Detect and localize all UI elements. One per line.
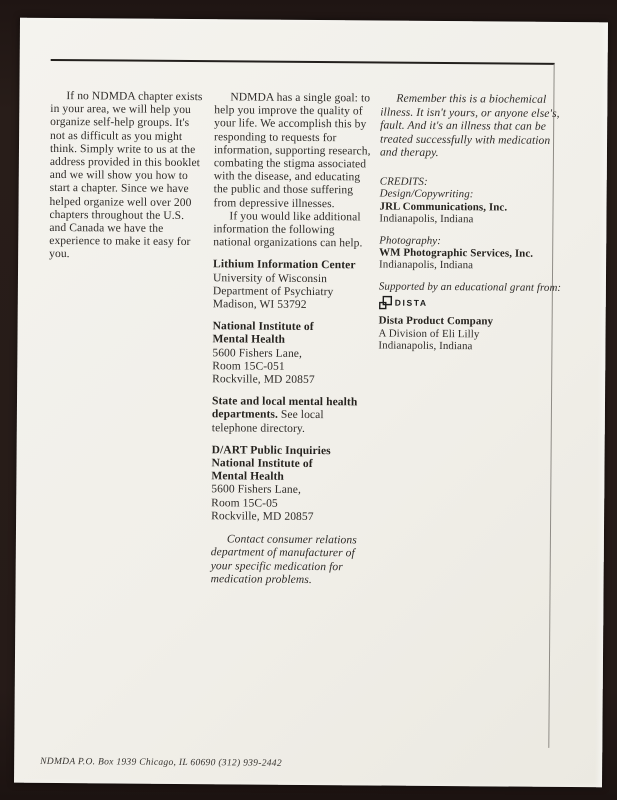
org-name: Lithium Information Center xyxy=(213,258,356,272)
org-address-line: Room 15C-051 xyxy=(212,360,285,373)
credits-heading: CREDITS: xyxy=(379,175,428,188)
photography-credit-label: Photography: xyxy=(379,234,442,247)
org-name: National Institute of xyxy=(211,457,313,471)
photography-credit-city: Indianapolis, Indiana xyxy=(379,258,474,272)
grant-credit xyxy=(378,280,563,353)
credits-section xyxy=(378,176,563,354)
design-credit-name: JRL Communications, Inc. xyxy=(379,200,508,214)
additional-info-paragraph: If you would like additional information the following national organizations can help. xyxy=(213,210,363,250)
middle-column xyxy=(211,91,373,587)
dista-division: A Division of Eli Lilly xyxy=(378,327,480,340)
org-mixed-line xyxy=(212,395,370,436)
org-address-line: Room 15C-05 xyxy=(211,496,278,510)
org-address-line: Rockville, MD 20857 xyxy=(212,373,315,387)
dista-city: Indianapolis, Indiana xyxy=(378,339,473,353)
org-address-line: Department of Psychiatry xyxy=(212,285,334,299)
dista-logo-icon xyxy=(379,296,393,310)
dista-company-name: Dista Product Company xyxy=(378,314,494,328)
left-column xyxy=(49,90,204,263)
org-dart-public-inquiries xyxy=(211,444,370,524)
org-address-line: 5600 Fishers Lane, xyxy=(211,483,301,497)
footer-address: NDMDA P.O. Box 1939 Chicago, IL 60690 (312) 939-2442 xyxy=(40,756,282,769)
org-national-institute-mental-health xyxy=(212,320,371,387)
org-lithium-information-center xyxy=(213,259,371,313)
org-address-line: Madison, WI 53792 xyxy=(212,298,307,312)
org-state-local-departments xyxy=(212,395,370,436)
dista-logo xyxy=(379,296,563,311)
org-name: National Institute of xyxy=(212,320,314,334)
org-name: Mental Health xyxy=(211,470,284,484)
org-name: D/ART Public Inquiries xyxy=(211,444,331,458)
org-address-line: University of Wisconsin xyxy=(212,271,328,285)
org-name: Mental Health xyxy=(212,333,286,347)
org-address-line: Rockville, MD 20857 xyxy=(211,510,314,523)
remember-paragraph: Remember this is a biochemical illness. It isn't yours, or anyone else's, fault. And it's an illness that can be treated successfully with medication and therapy. xyxy=(379,92,560,160)
photography-credit-name: WM Photographic Services, Inc. xyxy=(379,246,534,260)
right-column xyxy=(378,93,564,354)
medication-note: Contact consumer relations department of manufacturer of your specific medication for medication problems. xyxy=(210,533,357,586)
top-rule xyxy=(51,59,555,65)
booklet-page xyxy=(14,18,608,788)
goal-paragraph: NDMDA has a single goal: to help you improve the quality of your life. We accomplish this by responding to requests for information, supporting research, combating the stigma associated with the disease, and educating the public and those suffering from depressive illnesses. xyxy=(213,91,371,210)
org-name: State and local mental health departments. xyxy=(211,395,358,422)
grant-label: Supported by an educational grant from: xyxy=(378,280,562,294)
chapter-intro-paragraph: If no NDMDA chapter exists in your area, we will help you organize self-help groups. It's not as difficult as you might think. Simply write to us at the address provided in this booklet and we will show you how to start a chapter. Since we have helped organize well over 200 chapters throughout the U.S. and Canada we have the experience to make it easy for you. xyxy=(49,90,203,261)
org-note: See local telephone directory. xyxy=(211,409,324,435)
design-credit-city: Indianapolis, Indiana xyxy=(379,212,474,226)
design-credit-label: Design/Copywriting: xyxy=(379,187,474,201)
dista-logo-wordmark: DISTA xyxy=(394,297,428,308)
org-address-line: 5600 Fishers Lane, xyxy=(212,346,303,360)
photography-credit xyxy=(379,234,563,273)
